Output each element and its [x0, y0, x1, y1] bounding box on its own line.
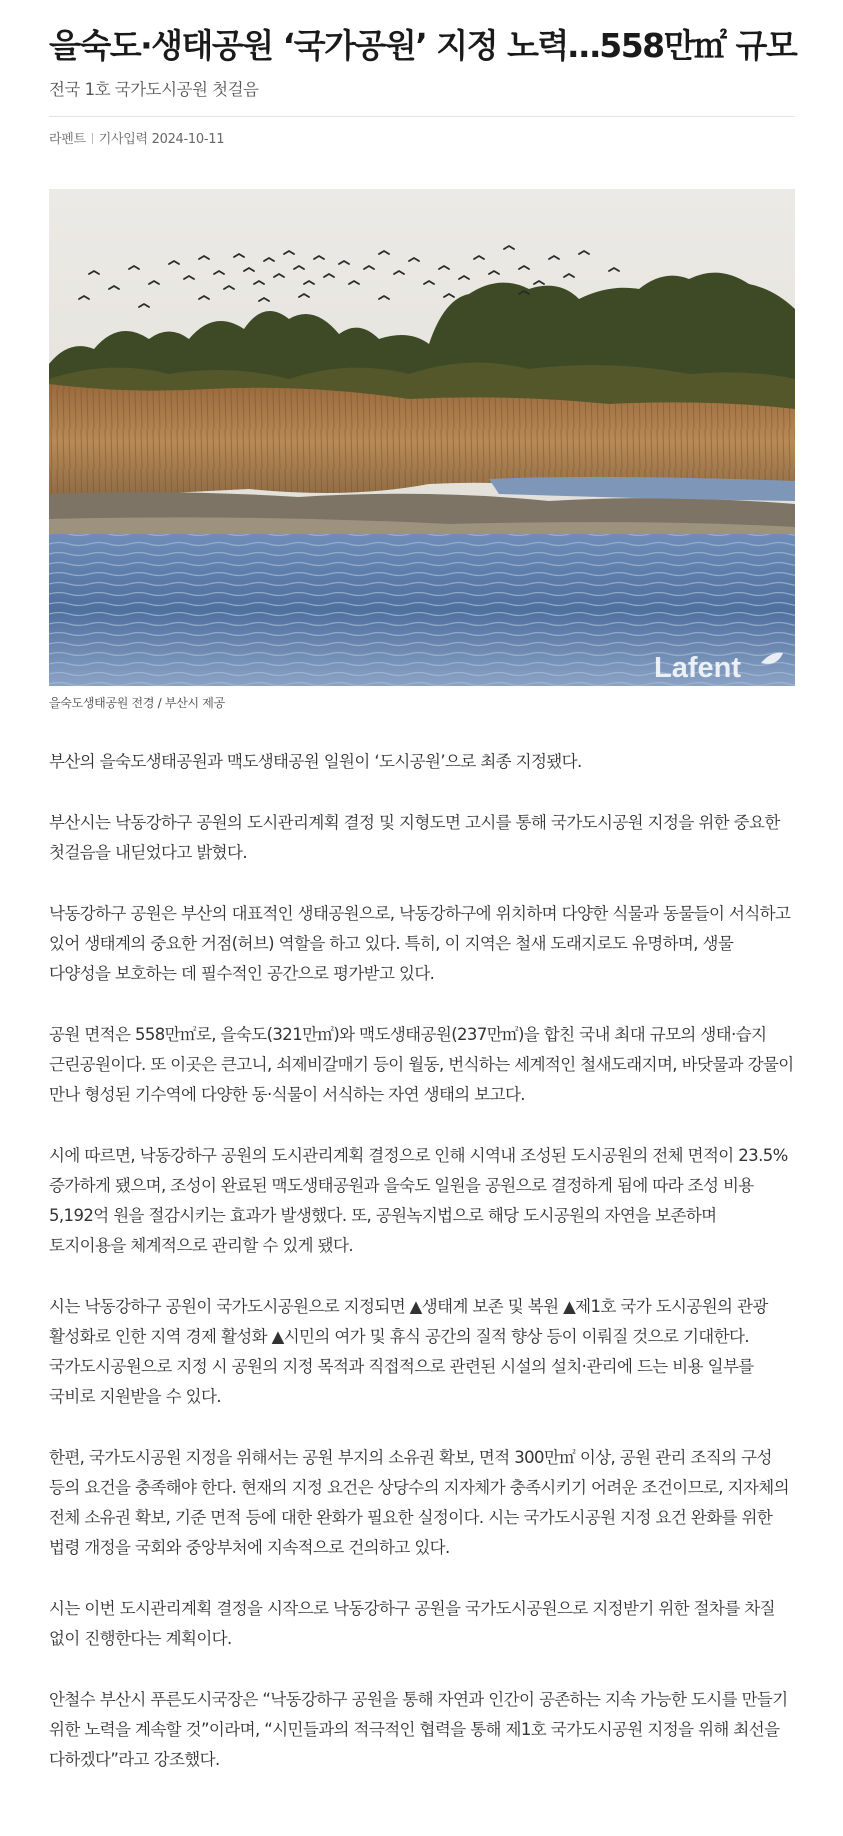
- publish-date: 기사입력 2024-10-11: [98, 132, 225, 147]
- wetland-landscape-image: [49, 189, 795, 686]
- article-subtitle: 전국 1호 국가도시공원 첫걸음: [49, 80, 259, 99]
- article-headline: 을숙도·생태공원 ‘국가공원’ 지정 노력…558만㎡ 규모: [49, 26, 797, 65]
- lafent-watermark: Lafent: [654, 652, 741, 684]
- article-paragraph: 한편, 국가도시공원 지정을 위해서는 공원 부지의 소유권 확보, 면적 300만㎡ 이상, 공원 관리 조직의 구성 등의 요건을 충족해야 한다. 현재의 지정 요건은 상당수의 지자체가 충족시키기 어려운 조건이므로, 지자체의 전체 소유권 확보, 기준 면적 등에 대한 완화가 필요한 실정이다. 시는 국가도시공원 지정 요건 완화를 위한 법령 개정을 국회와 중앙부처에 지속적으로 건의하고 있다.: [49, 1448, 789, 1557]
- article-paragraph: 시에 따르면, 낙동강하구 공원의 도시관리계획 결정으로 인해 시역내 조성된 도시공원의 전체 면적이 23.5% 증가하게 됐으며, 조성이 완료된 맥도생태공원과 을숙도 일원을 공원으로 결정하게 됨에 따라 조성 비용 5,192억 원을 절감시키는 효과가 발생했다. 또, 공원녹지법으로 해당 도시공원의 자연을 보존하며 토지이용을 체계적으로 관리할 수 있게 됐다.: [49, 1146, 788, 1255]
- article-paragraph: 공원 면적은 558만㎡로, 을숙도(321만㎡)와 맥도생태공원(237만㎡)을 합친 국내 최대 규모의 생태·습지 근린공원이다. 또 이곳은 큰고니, 쇠제비갈매기 등이 월동, 번식하는 세계적인 철새도래지며, 바닷물과 강물이 만나 형성된 기수역에 다양한 동·식물이 서식하는 자연 생태의 보고다.: [49, 1025, 794, 1104]
- article-meta: [49, 131, 795, 149]
- article-paragraph: 부산의 을숙도생태공원과 맥도생태공원 일원이 ‘도시공원’으로 최종 지정됐다.: [49, 752, 582, 771]
- header-divider: [49, 116, 795, 117]
- photo-caption: 을숙도생태공원 전경 / 부산시 제공: [49, 696, 225, 710]
- article-paragraph: 낙동강하구 공원은 부산의 대표적인 생태공원으로, 낙동강하구에 위치하며 다양한 식물과 동물들이 서식하고 있어 생태계의 중요한 거점(허브) 역할을 하고 있다. 특히, 이 지역은 철새 도래지로도 유명하며, 생물 다양성을 보호하는 데 필수적인 공간으로 평가받고 있다.: [49, 904, 791, 983]
- byline: 라펜트: [49, 132, 86, 147]
- article-paragraph: 안철수 부산시 푸른도시국장은 “낙동강하구 공원을 통해 자연과 인간이 공존하는 지속 가능한 도시를 만들기 위한 노력을 계속할 것”이라며, “시민들과의 적극적인 협력을 통해 제1호 국가도시공원 지정을 위해 최선을 다하겠다”라고 강조했다.: [49, 1690, 788, 1769]
- article: [49, 0, 795, 1806]
- article-paragraph: 부산시는 낙동강하구 공원의 도시관리계획 결정 및 지형도면 고시를 통해 국가도시공원 지정을 위한 중요한 첫걸음을 내딛었다고 밝혔다.: [49, 813, 780, 862]
- meta-separator: [92, 133, 93, 144]
- article-paragraph: 시는 낙동강하구 공원이 국가도시공원으로 지정되면 ▲생태계 보존 및 복원 ▲제1호 국가 도시공원의 관광 활성화로 인한 지역 경제 활성화 ▲시민의 여가 및 휴식 공간의 질적 향상 등이 이뤄질 것으로 기대한다. 국가도시공원으로 지정 시 공원의 지정 목적과 직접적으로 관련된 시설의 설치·관리에 드는 비용 일부를 국비로 지원받을 수 있다.: [49, 1297, 768, 1406]
- article-body: [49, 747, 795, 1775]
- article-photo: [49, 189, 795, 686]
- article-paragraph: 시는 이번 도시관리계획 결정을 시작으로 낙동강하구 공원을 국가도시공원으로 지정받기 위한 절차를 차질 없이 진행한다는 계획이다.: [49, 1599, 776, 1648]
